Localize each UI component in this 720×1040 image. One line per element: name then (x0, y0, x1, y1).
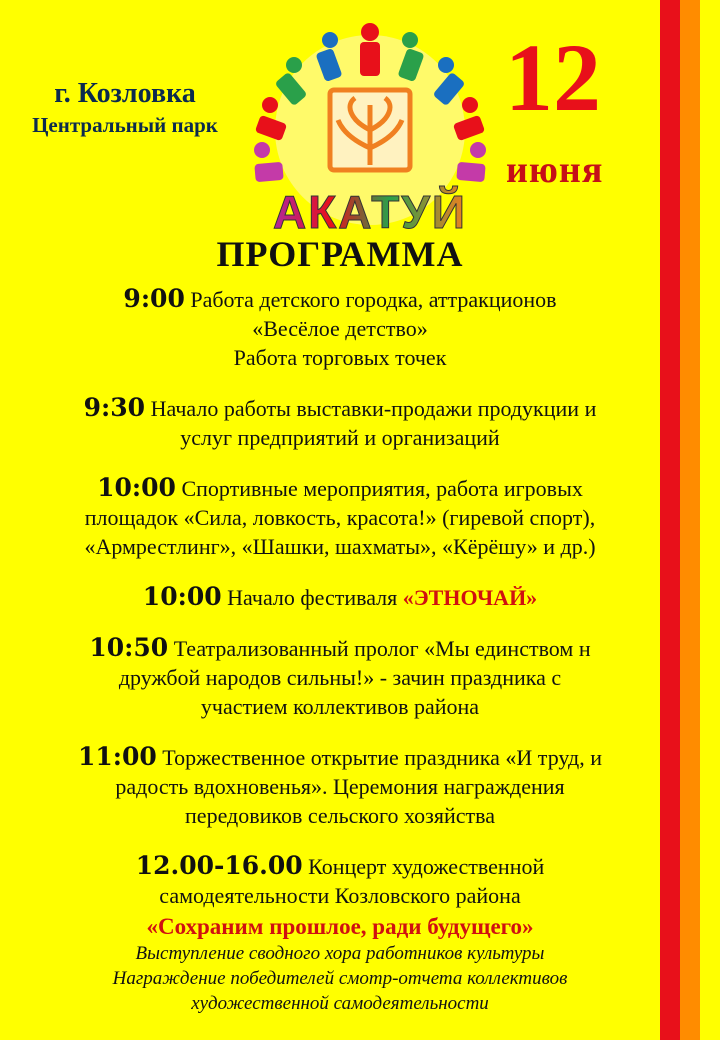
program-title: ПРОГРАММА (216, 234, 464, 274)
item-line: дружбой народов сильны!» - зачин праздника с (118, 665, 562, 690)
item-line: Работа детского городка, аттракционов (190, 287, 557, 312)
item-time: 10:00 (97, 473, 176, 502)
item-line: услуг предприятий и организаций (180, 425, 500, 450)
event-month: июня (506, 149, 604, 191)
item-note: Награждение победителей смотр-отчета коллективов (112, 968, 568, 989)
item-line: Концерт художественной (308, 854, 545, 879)
item-line: площадок «Сила, ловкость, красота!» (гиревой спорт), (84, 505, 596, 530)
program-item (20, 742, 660, 830)
program-item (20, 393, 660, 452)
program-item (20, 633, 660, 721)
program-list (20, 284, 660, 1016)
program-item (20, 851, 660, 1016)
akatuy-logo (230, 10, 510, 235)
item-line: передовиков сельского хозяйства (185, 803, 495, 828)
item-line: самодеятельности Козловского района (159, 883, 521, 908)
park-name: Центральный парк (32, 113, 218, 137)
event-day: 12 (505, 24, 601, 131)
item-line: Начало фестиваля (227, 585, 398, 610)
orange-stripe (680, 0, 700, 1040)
concert-slogan: «Сохраним прошлое, ради будущего» (146, 914, 534, 939)
program-item (20, 473, 660, 561)
item-line: радость вдохновенья». Церемония награждения (115, 774, 565, 799)
program-item (20, 284, 660, 372)
item-note: художественной самодеятельности (191, 993, 489, 1014)
location-block (20, 78, 230, 139)
program-item (20, 582, 660, 612)
item-time: 10:00 (142, 582, 222, 611)
item-line: Театрализованный пролог «Мы единством н (173, 636, 591, 661)
chuvash-tree-emblem-icon (330, 90, 410, 170)
item-time: 9:00 (123, 284, 185, 313)
item-line: Начало работы выставки-продажи продукции и (150, 396, 597, 421)
item-line: Торжественное открытие праздника «И труд, и (162, 745, 602, 770)
item-note: Выступление сводного хора работников культуры (135, 943, 545, 964)
red-stripe (660, 0, 680, 1040)
logo-text: АКАТУЙ (272, 186, 468, 235)
item-line: «Армрестлинг», «Шашки, шахматы», «Кёрёшу» и др.) (84, 534, 596, 559)
item-line: Работа торговых точек (233, 345, 447, 370)
item-time: 11:00 (77, 742, 157, 771)
town-name: г. Козловка (54, 78, 196, 109)
item-line: Спортивные мероприятия, работа игровых (181, 476, 583, 501)
festival-name: «ЭТНОЧАЙ» (402, 585, 538, 610)
yellow-stripe (700, 0, 720, 1040)
item-time: 10:50 (89, 633, 169, 662)
item-line: «Весёлое детство» (252, 316, 428, 341)
item-time: 9:30 (83, 393, 146, 422)
item-line: участием коллективов района (200, 694, 480, 719)
item-time: 12.00-16.00 (135, 851, 303, 880)
